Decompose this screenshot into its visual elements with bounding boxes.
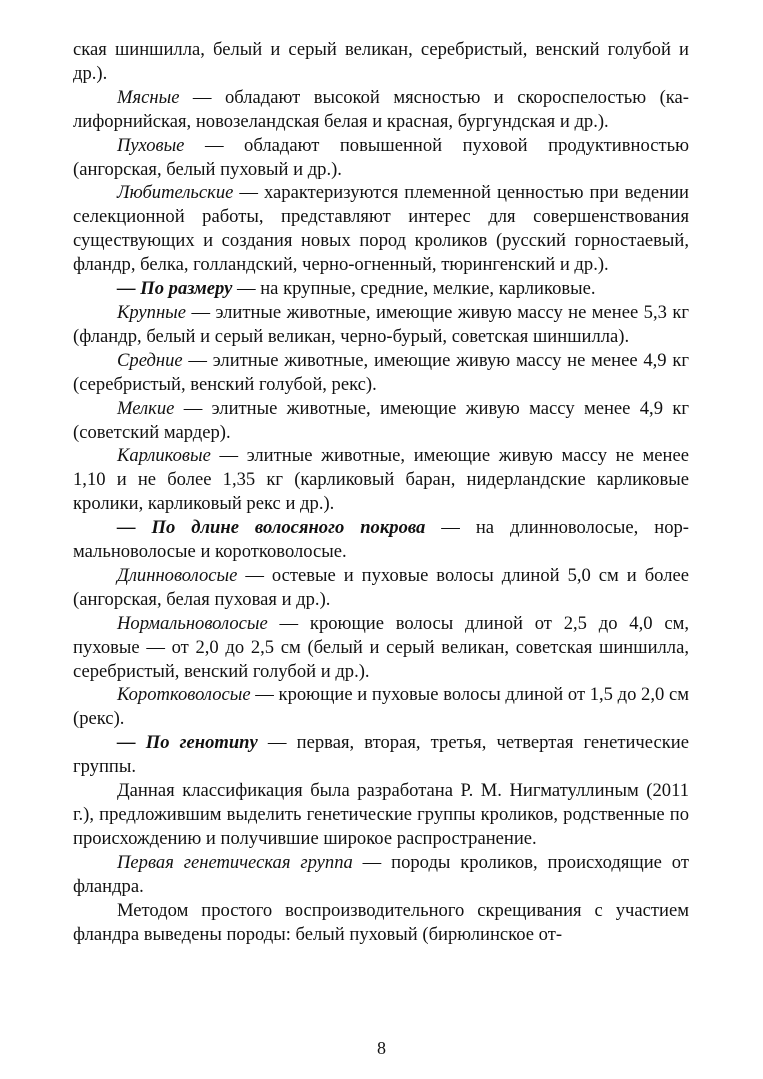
heading-bold-italic: — По размеру: [117, 278, 233, 300]
paragraph-text: — элитные животные, имеющие живую массу не менее 5,3 кг (фландр, белый и серый великан, черно-бурый, советская шиншилла).: [73, 301, 689, 347]
paragraph-text: ская шиншилла, белый и серый великан, серебристый, венский голубой и др.).: [73, 39, 689, 84]
paragraph-text: — элитные животные, имеющие живую массу не менее 4,9 кг (серебристый, венский голубой, рекс).: [73, 349, 689, 395]
paragraph-crossbreeding: [73, 899, 689, 947]
term-italic: Любительские: [117, 182, 234, 204]
paragraph-hobby-breeds: [73, 181, 689, 277]
term-italic: Мелкие: [117, 397, 175, 419]
paragraph-meat-breeds: [73, 86, 689, 134]
paragraph-dwarf: [73, 444, 689, 516]
paragraph-classification: [73, 779, 689, 851]
paragraph-text: — элитные животные, имеющие живую массу не менее 1,10 и не более 1,35 кг (карликовый баран, нидерландские карликовые кролики, карликовый рекс и др.).: [73, 445, 689, 515]
paragraph-medium: [73, 349, 689, 397]
term-italic: Длинноволосые: [117, 564, 238, 586]
paragraph-first-group: [73, 851, 689, 899]
term-italic: Пуховые: [117, 134, 185, 156]
paragraph-text: — характеризуются племенной ценностью при ведении селекционной работы, представляют интерес для совершенствования существующих и создания новых пород кроликов (русский горностаевый, фландр, белка, голландский, черно-огненный, тюрингенский и др.).: [73, 182, 689, 276]
term-italic: Нормальноволосые: [117, 612, 268, 634]
paragraph-down-breeds: [73, 134, 689, 182]
paragraph-text: — породы кроликов, происходящие от фландра.: [73, 851, 689, 897]
term-italic: Крупные: [117, 301, 187, 323]
page-number: 8: [377, 1038, 386, 1058]
term-italic: Первая генетическая группа: [117, 851, 353, 873]
paragraph-small: [73, 397, 689, 445]
term-italic: Средние: [117, 349, 183, 371]
paragraph-by-hair-length: [73, 516, 689, 564]
paragraph-continuation: [73, 38, 689, 86]
heading-bold-italic: — По генотипу: [117, 732, 258, 754]
term-italic: Мясные: [117, 86, 180, 108]
paragraph-text: — кроющие и пуховые волосы длиной от 1,5 до 2,0 см (рекс).: [73, 684, 689, 730]
paragraph-text: — первая, вторая, третья, четвертая генетические группы.: [73, 732, 689, 778]
paragraph-text: — обладают повышенной пуховой продуктивностью (ангорская, белый пуховый и др.).: [73, 134, 689, 180]
paragraph-by-genotype: [73, 731, 689, 779]
paragraph-text: — на крупные, средние, мелкие, карликовые.: [232, 278, 596, 300]
document-page: [73, 38, 689, 946]
paragraph-short-haired: [73, 683, 689, 731]
paragraph-text: — кроющие волосы длиной от 2,5 до 4,0 см, пуховые — от 2,0 до 2,5 см (белый и серый великан, советская шиншилла, серебристый, венский голубой и др.).: [73, 612, 689, 682]
paragraph-text: Методом простого воспроизводительного скрещивания с участием фландра выведены породы: белый пуховый (бирюлинское от-: [73, 899, 689, 945]
paragraph-text: — элитные животные, имеющие живую массу менее 4,9 кг (советский мардер).: [73, 397, 689, 443]
heading-bold-italic: — По длине волосяного покрова: [117, 517, 426, 539]
paragraph-text: Данная классификация была разработана Р. М. Нигматуллиным (2011 г.), предложившим выделить генетические группы кроликов, родственные по происхождению и получившие широкое распространение.: [73, 780, 689, 849]
term-italic: Коротковолосые: [117, 684, 251, 706]
paragraph-long-haired: [73, 564, 689, 612]
term-italic: Карликовые: [117, 445, 211, 467]
paragraph-normal-haired: [73, 612, 689, 684]
paragraph-by-size: [73, 277, 689, 301]
paragraph-text: — остевые и пуховые волосы длиной 5,0 см и более (ангорская, белая пуховая и др.).: [73, 564, 689, 610]
paragraph-text: — на длинноволосые, нормальноволосые и коротковолосые.: [73, 517, 689, 563]
paragraph-large: [73, 301, 689, 349]
paragraph-text: — обладают высокой мясностью и скороспелостью (калифорнийская, новозеландская белая и красная, бургундская и др.).: [73, 86, 689, 132]
